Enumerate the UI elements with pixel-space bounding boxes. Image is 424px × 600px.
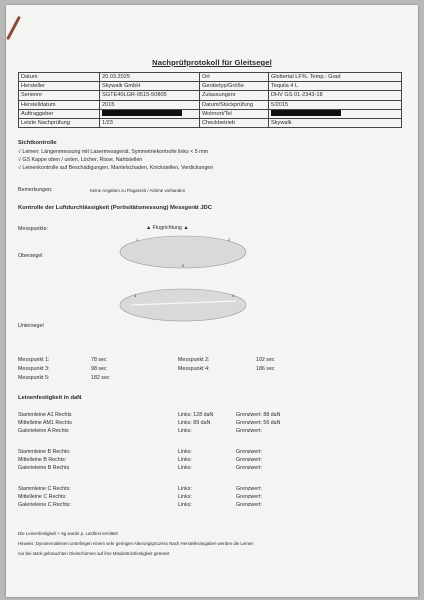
line-name: Stammleine C Rechts: bbox=[18, 486, 71, 492]
line-links: Links: bbox=[178, 502, 192, 508]
check-item: √ Leinen: Längenmessung mit Lasermessgerät, Symmetriekontrolle links < 5 mm bbox=[18, 149, 208, 155]
measure-point-mark: 4 bbox=[232, 293, 235, 298]
check-item: √ GS Kappe oben / unten, Löcher, Risse, Nahtstellen bbox=[18, 157, 143, 163]
line-grenzwert: Grenzwert: 88 daN bbox=[236, 412, 281, 418]
measure-point-mark: 2 bbox=[228, 237, 231, 242]
line-grenzwert: Grenzwert: bbox=[236, 428, 262, 434]
line-name: Stammleine B Rechts: bbox=[18, 449, 71, 455]
messpunkt-value: 182 sec bbox=[91, 375, 110, 381]
line-links: Links: bbox=[178, 449, 192, 455]
header-label: Herstelldatum bbox=[19, 100, 100, 109]
line-links: Links: bbox=[178, 486, 192, 492]
measure-point-mark: 3 bbox=[134, 293, 137, 298]
line-links: Links: bbox=[178, 457, 192, 463]
line-grenzwert: Grenzwert: bbox=[236, 449, 262, 455]
messpunkt-label: Messpunkt 4: bbox=[178, 366, 210, 372]
messpunkt-value: 78 sec bbox=[91, 357, 107, 363]
messpunkt-label: Messpunkt 1: bbox=[18, 357, 50, 363]
check-item: √ Leinenkontrolle auf Beschädigungen, Mantelschaden, Knickstellen, Verdickungen bbox=[18, 165, 214, 171]
line-name: Mittelleine B Rechts: bbox=[18, 457, 67, 463]
line-links: Links: 89 daN bbox=[178, 420, 211, 426]
line-grenzwert: Grenzwert: bbox=[236, 486, 262, 492]
header-label: Auftraggeber bbox=[19, 109, 100, 118]
header-value: SGTE40LGR-0515-50805 bbox=[100, 91, 200, 100]
line-grenzwert: Grenzwert: bbox=[236, 494, 262, 500]
line-name: Mittelleine C Rechts: bbox=[18, 494, 67, 500]
sichtkontrolle-heading: Sichtkontrolle bbox=[18, 140, 57, 146]
line-name: Galerieleine B Rechts bbox=[18, 465, 70, 471]
line-name: Stammleine A1 Rechts bbox=[18, 412, 72, 418]
porosity-heading: Kontrolle der Luftdurchlässigkeit (Porösitätsmessung) Messgerät JDC bbox=[18, 205, 212, 211]
leinen-heading: Leinenfestigkeit in daN bbox=[18, 395, 82, 401]
header-label: Letzte Nachprüfung bbox=[19, 118, 100, 127]
line-links: Links: bbox=[178, 428, 192, 434]
untersegel-label: Untersegel bbox=[18, 323, 44, 329]
header-value: Glottertal LF%. Temp.: Grad bbox=[269, 73, 402, 82]
header-value: 1/23 bbox=[100, 118, 200, 127]
line-name: Mittelleine AM1 Rechts bbox=[18, 420, 72, 426]
wing-diagram bbox=[6, 5, 418, 345]
document-page bbox=[6, 5, 418, 597]
footer-note: nur bei stark gebrauchten Gleitschirmen auf ihre Mindestrissfestigkeit getestet bbox=[18, 551, 170, 556]
messpunkt-label: Messpunkt 2: bbox=[178, 357, 210, 363]
header-value: DHV GS 01-2343-18 bbox=[269, 91, 402, 100]
measure-point-mark: 1 bbox=[136, 237, 139, 242]
messpunkt-value: 186 sec bbox=[256, 366, 275, 372]
header-value: 20.03.2025 bbox=[100, 73, 200, 82]
header-label: Hersteller bbox=[19, 82, 100, 91]
header-value: Skywalk bbox=[269, 118, 402, 127]
messpunkt-value: 102 sec bbox=[256, 357, 275, 363]
header-label: Datum bbox=[19, 73, 100, 82]
header-value: 2015 bbox=[100, 100, 200, 109]
header-value: Skywalk GmbH bbox=[100, 82, 200, 91]
measure-point-mark: 5 bbox=[182, 263, 185, 268]
bemerkungen-label: Bemerkungen: bbox=[18, 187, 53, 193]
obersegel-label: Obersegel bbox=[18, 253, 43, 259]
line-name: Galerieleine A Rechts bbox=[18, 428, 69, 434]
line-grenzwert: Grenzwert: bbox=[236, 457, 262, 463]
line-grenzwert: Grenzwert: bbox=[236, 502, 262, 508]
footer-note: Die Leinenfestigkeit + 5g wurde p. Lastfest ermittelt bbox=[18, 531, 118, 536]
messpunkte-label: Messpunkte: bbox=[18, 226, 49, 232]
line-links: Links: 128 daN bbox=[178, 412, 214, 418]
line-links: Links: bbox=[178, 494, 192, 500]
messpunkt-label: Messpunkt 3: bbox=[18, 366, 50, 372]
bemerkungen-value: Keine Angaben zu Flugarzeit / Airtime vorhanden bbox=[90, 188, 186, 193]
footer-note: Hinweis: Dynneemaleinen unterliegen einem sehr geringen Alterungsprozess Nach Herstellerangaben werden die Leinen bbox=[18, 541, 254, 546]
flight-direction: ▲ Flugrichtung ▲ bbox=[146, 225, 189, 231]
header-value: Tequila 4 L bbox=[269, 82, 402, 91]
header-label: Zulassungsnr bbox=[200, 91, 269, 100]
header-label: Ort bbox=[200, 73, 269, 82]
header-label: Seriennr bbox=[19, 91, 100, 100]
messpunkt-label: Messpunkt 5: bbox=[18, 375, 50, 381]
header-value: 5/2015 bbox=[269, 100, 402, 109]
line-links: Links: bbox=[178, 465, 192, 471]
header-label: Checkbetrieb bbox=[200, 118, 269, 127]
line-name: Galerieleine C Rechts: bbox=[18, 502, 71, 508]
header-label: Gerätetyp/Größe bbox=[200, 82, 269, 91]
line-grenzwert: Grenzwert: 56 daN bbox=[236, 420, 281, 426]
document-title: Nachprüfprotokoll für Gleitsegel bbox=[152, 58, 272, 67]
messpunkt-value: 98 sec bbox=[91, 366, 107, 372]
header-label: Wohnort/Tel bbox=[200, 109, 269, 118]
header-label: Datum/Stückprüfung bbox=[200, 100, 269, 109]
line-grenzwert: Grenzwert: bbox=[236, 465, 262, 471]
